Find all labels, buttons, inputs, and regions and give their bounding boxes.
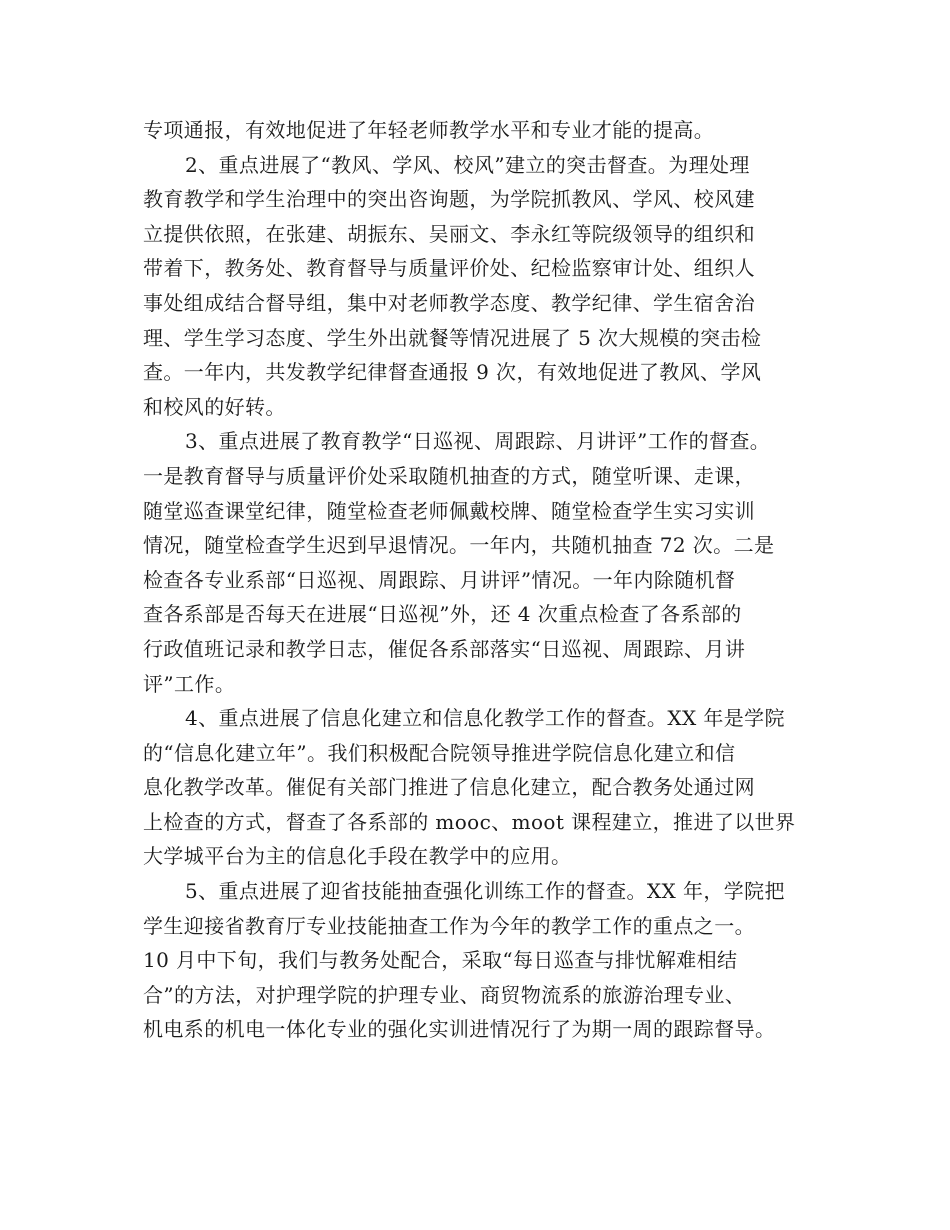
text-line: 学生迎接省教育厅专业技能抽查工作为今年的教学工作的重点之一。: [143, 913, 755, 938]
paragraph-start-line: 4、重点进展了信息化建立和信息化教学工作的督查。XX 年是学院: [185, 706, 785, 731]
document-body: [143, 113, 813, 1047]
text-line: 事处组成结合督导组，集中对老师教学态度、教学纪律、学生宿舍治: [143, 290, 755, 315]
text-line: 10 月中下旬，我们与教务处配合，采取“每日巡查与排忧解难相结: [143, 948, 738, 973]
text-line: 教育教学和学生治理中的突出咨询题，为学院抓教风、学风、校风建: [143, 187, 755, 212]
text-line: 合”的方法，对护理学院的护理专业、商贸物流系的旅游治理专业、: [143, 982, 746, 1007]
text-line: 和校风的好转。: [143, 394, 286, 419]
text-line: 查。一年内，共发教学纪律督查通报 9 次，有效地促进了教风、学风: [143, 360, 762, 385]
text-line: 一是教育督导与质量评价处采取随机抽查的方式，随堂听课、走课，: [143, 463, 755, 488]
paragraph-start-line: 3、重点进展了教育教学“日巡视、周跟踪、月讲评”工作的督查。: [185, 429, 771, 454]
text-line: 大学城平台为主的信息化手段在教学中的应用。: [143, 844, 572, 869]
paragraph-start-line: 5、重点进展了迎省技能抽查强化训练工作的督查。XX 年，学院把: [185, 879, 785, 904]
text-line: 息化教学改革。催促有关部门推进了信息化建立，配合教务处通过网: [143, 775, 755, 800]
text-line: 带着下，教务处、教育督导与质量评价处、纪检监察审计处、组织人: [143, 256, 755, 281]
text-line: 上检查的方式，督查了各系部的 mooc、moot 课程建立，推进了以世界: [143, 809, 796, 834]
text-line: 评”工作。: [143, 671, 236, 696]
text-line: 检查各专业系部“日巡视、周跟踪、月讲评”情况。一年内除随机督: [143, 567, 736, 592]
text-line: 专项通报，有效地促进了年轻老师教学水平和专业才能的提高。: [143, 118, 715, 142]
text-line: 的“信息化建立年”。我们积极配合院领导推进学院信息化建立和信: [143, 740, 736, 765]
text-line: 随堂巡查课堂纪律，随堂检查老师佩戴校牌、随堂检查学生实习实训: [143, 498, 755, 523]
text-line: 立提供依照，在张建、胡振东、吴丽文、李永红等院级领导的组织和: [143, 221, 755, 246]
text-line: 查各系部是否每天在进展“日巡视”外，还 4 次重点检查了各系部的: [143, 602, 742, 627]
paragraph-start-line: 2、重点进展了“教风、学风、校风”建立的突击督查。为理处理: [185, 152, 750, 177]
text-line: 机电系的机电一体化专业的强化实训进情况行了为期一周的跟踪督导。: [143, 1017, 776, 1042]
text-line: 情况，随堂检查学生迟到早退情况。一年内，共随机抽查 72 次。二是: [143, 533, 775, 558]
text-line: 行政值班记录和教学日志，催促各系部落实“日巡视、周跟踪、月讲: [143, 636, 746, 661]
text-line: 理、学生学习态度、学生外出就餐等情况进展了 5 次大规模的突击检: [143, 325, 762, 350]
